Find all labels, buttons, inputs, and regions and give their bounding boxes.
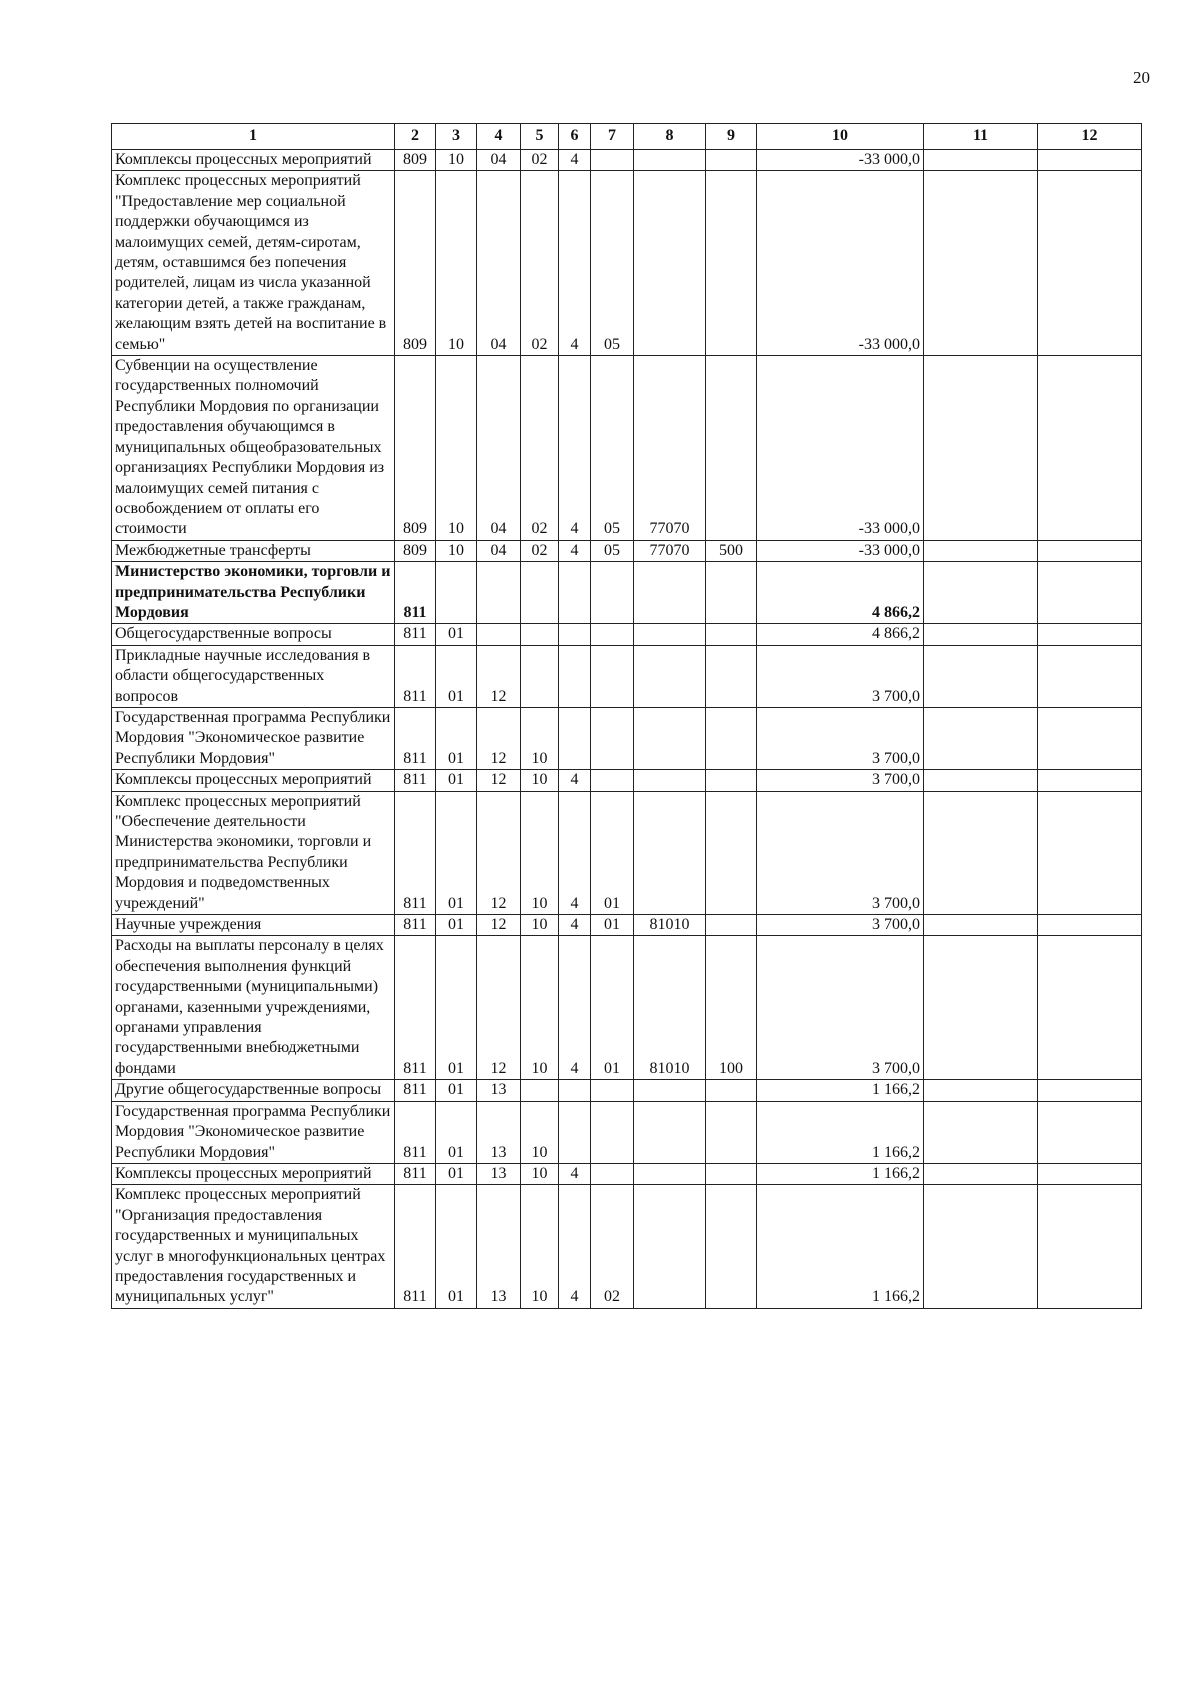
subprogram-cell: 4 <box>559 171 591 356</box>
activity-cell: 02 <box>591 1185 634 1308</box>
admin-code-cell: 811 <box>395 645 436 707</box>
budget-table <box>111 123 1142 1309</box>
expense-type-cell <box>706 770 757 791</box>
empty-cell <box>924 624 1038 645</box>
empty-cell <box>924 645 1038 707</box>
subsection-cell <box>477 562 521 624</box>
item-name-cell: Комплекс процессных мероприятий "Организация предоставления государственных и муниципальных услуг в многофункциональных центрах предоставления государственных и муниципальных услуг" <box>112 1185 395 1308</box>
item-name-cell: Министерство экономики, торговли и предпринимательства Республики Мордовия <box>112 562 395 624</box>
empty-cell <box>924 562 1038 624</box>
column-header: 3 <box>436 124 477 150</box>
expense-type-cell <box>706 791 757 914</box>
subsection-cell: 04 <box>477 540 521 561</box>
admin-code-cell: 811 <box>395 791 436 914</box>
column-header: 5 <box>521 124 559 150</box>
expense-code-cell: 77070 <box>634 356 706 541</box>
column-header: 12 <box>1038 124 1142 150</box>
table-row <box>112 624 1142 645</box>
subsection-cell: 12 <box>477 707 521 769</box>
activity-cell: 01 <box>591 791 634 914</box>
item-name-cell: Комплексы процессных мероприятий <box>112 770 395 791</box>
empty-cell <box>924 1163 1038 1184</box>
table-row <box>112 1101 1142 1163</box>
item-name-cell: Государственная программа Республики Мордовия "Экономическое развитие Республики Мордовия" <box>112 707 395 769</box>
subsection-cell: 04 <box>477 150 521 171</box>
section-cell: 10 <box>436 356 477 541</box>
activity-cell <box>591 624 634 645</box>
subsection-cell: 04 <box>477 171 521 356</box>
subprogram-cell <box>559 1101 591 1163</box>
empty-cell <box>1038 1080 1142 1101</box>
empty-cell <box>1038 150 1142 171</box>
item-name-cell: Комплекс процессных мероприятий "Предоставление мер социальной поддержки обучающимся из малоимущих семей, детям-сиротам, детям, оставшимся без попечения родителей, лицам из числа указанной категории детей, а также гражданам, желающим взять детей на воспитание в семью" <box>112 171 395 356</box>
empty-cell <box>924 915 1038 936</box>
program-cell: 10 <box>521 1163 559 1184</box>
section-cell: 01 <box>436 1101 477 1163</box>
admin-code-cell: 811 <box>395 1101 436 1163</box>
program-cell: 10 <box>521 707 559 769</box>
table-row <box>112 645 1142 707</box>
empty-cell <box>924 791 1038 914</box>
admin-code-cell: 811 <box>395 624 436 645</box>
empty-cell <box>924 356 1038 541</box>
activity-cell <box>591 1101 634 1163</box>
subprogram-cell: 4 <box>559 791 591 914</box>
activity-cell: 01 <box>591 915 634 936</box>
program-cell: 02 <box>521 150 559 171</box>
activity-cell: 05 <box>591 356 634 541</box>
activity-cell: 05 <box>591 171 634 356</box>
expense-type-cell <box>706 171 757 356</box>
program-cell: 10 <box>521 936 559 1080</box>
expense-type-cell <box>706 624 757 645</box>
subsection-cell: 12 <box>477 936 521 1080</box>
empty-cell <box>1038 1101 1142 1163</box>
section-cell: 01 <box>436 645 477 707</box>
activity-cell <box>591 770 634 791</box>
expense-code-cell <box>634 171 706 356</box>
activity-cell: 01 <box>591 936 634 1080</box>
activity-cell <box>591 1163 634 1184</box>
expense-code-cell <box>634 1163 706 1184</box>
amount-cell: 3 700,0 <box>757 915 924 936</box>
table-row <box>112 936 1142 1080</box>
expense-type-cell <box>706 1185 757 1308</box>
column-header: 4 <box>477 124 521 150</box>
subprogram-cell: 4 <box>559 1163 591 1184</box>
admin-code-cell: 809 <box>395 540 436 561</box>
expense-code-cell <box>634 150 706 171</box>
empty-cell <box>1038 936 1142 1080</box>
amount-cell: -33 000,0 <box>757 356 924 541</box>
table-row <box>112 770 1142 791</box>
subsection-cell: 13 <box>477 1185 521 1308</box>
item-name-cell: Общегосударственные вопросы <box>112 624 395 645</box>
subsection-cell: 12 <box>477 791 521 914</box>
subprogram-cell: 4 <box>559 770 591 791</box>
amount-cell: 1 166,2 <box>757 1101 924 1163</box>
table-row <box>112 1080 1142 1101</box>
program-cell: 10 <box>521 770 559 791</box>
subsection-cell: 12 <box>477 770 521 791</box>
subsection-cell <box>477 624 521 645</box>
section-cell: 10 <box>436 150 477 171</box>
program-cell: 02 <box>521 171 559 356</box>
column-header: 11 <box>924 124 1038 150</box>
admin-code-cell: 811 <box>395 707 436 769</box>
column-header: 7 <box>591 124 634 150</box>
admin-code-cell: 811 <box>395 1163 436 1184</box>
expense-type-cell: 500 <box>706 540 757 561</box>
subsection-cell: 13 <box>477 1080 521 1101</box>
table-row <box>112 562 1142 624</box>
table-row <box>112 540 1142 561</box>
empty-cell <box>1038 540 1142 561</box>
amount-cell: 3 700,0 <box>757 645 924 707</box>
empty-cell <box>924 1185 1038 1308</box>
program-cell: 10 <box>521 791 559 914</box>
table-row <box>112 1185 1142 1308</box>
page-number: 20 <box>1133 68 1150 87</box>
program-cell: 10 <box>521 1185 559 1308</box>
table-row <box>112 356 1142 541</box>
expense-type-cell <box>706 645 757 707</box>
expense-type-cell <box>706 1163 757 1184</box>
program-cell: 10 <box>521 1101 559 1163</box>
program-cell: 10 <box>521 915 559 936</box>
section-cell: 01 <box>436 791 477 914</box>
activity-cell <box>591 645 634 707</box>
empty-cell <box>924 1101 1038 1163</box>
empty-cell <box>1038 171 1142 356</box>
admin-code-cell: 811 <box>395 915 436 936</box>
admin-code-cell: 809 <box>395 356 436 541</box>
item-name-cell: Комплексы процессных мероприятий <box>112 150 395 171</box>
section-cell: 10 <box>436 171 477 356</box>
section-cell: 01 <box>436 915 477 936</box>
amount-cell: 1 166,2 <box>757 1080 924 1101</box>
table-row <box>112 150 1142 171</box>
program-cell <box>521 562 559 624</box>
empty-cell <box>1038 645 1142 707</box>
admin-code-cell: 811 <box>395 562 436 624</box>
empty-cell <box>924 540 1038 561</box>
admin-code-cell: 811 <box>395 1185 436 1308</box>
item-name-cell: Комплексы процессных мероприятий <box>112 1163 395 1184</box>
amount-cell: 3 700,0 <box>757 707 924 769</box>
expense-type-cell <box>706 1080 757 1101</box>
table-row <box>112 171 1142 356</box>
section-cell <box>436 562 477 624</box>
item-name-cell: Прикладные научные исследования в области общегосударственных вопросов <box>112 645 395 707</box>
amount-cell: 3 700,0 <box>757 770 924 791</box>
amount-cell: 3 700,0 <box>757 791 924 914</box>
expense-code-cell <box>634 562 706 624</box>
table-row <box>112 791 1142 914</box>
amount-cell: 3 700,0 <box>757 936 924 1080</box>
section-cell: 01 <box>436 624 477 645</box>
table-row <box>112 707 1142 769</box>
item-name-cell: Другие общегосударственные вопросы <box>112 1080 395 1101</box>
item-name-cell: Расходы на выплаты персоналу в целях обеспечения выполнения функций государственными (муниципальными) органами, казенными учреждениями, органами управления государственными внебюджетными фондами <box>112 936 395 1080</box>
activity-cell <box>591 707 634 769</box>
column-header: 8 <box>634 124 706 150</box>
amount-cell: -33 000,0 <box>757 150 924 171</box>
subprogram-cell <box>559 624 591 645</box>
column-header: 6 <box>559 124 591 150</box>
expense-code-cell <box>634 1080 706 1101</box>
empty-cell <box>1038 770 1142 791</box>
empty-cell <box>924 707 1038 769</box>
section-cell: 01 <box>436 770 477 791</box>
amount-cell: -33 000,0 <box>757 171 924 356</box>
empty-cell <box>1038 791 1142 914</box>
activity-cell <box>591 150 634 171</box>
admin-code-cell: 811 <box>395 770 436 791</box>
amount-cell: 4 866,2 <box>757 562 924 624</box>
expense-code-cell: 81010 <box>634 915 706 936</box>
column-header: 1 <box>112 124 395 150</box>
empty-cell <box>924 936 1038 1080</box>
column-header: 2 <box>395 124 436 150</box>
subprogram-cell: 4 <box>559 1185 591 1308</box>
empty-cell <box>924 1080 1038 1101</box>
expense-code-cell <box>634 1185 706 1308</box>
expense-type-cell: 100 <box>706 936 757 1080</box>
subprogram-cell <box>559 645 591 707</box>
empty-cell <box>1038 356 1142 541</box>
section-cell: 10 <box>436 540 477 561</box>
empty-cell <box>924 171 1038 356</box>
expense-code-cell <box>634 770 706 791</box>
expense-type-cell <box>706 562 757 624</box>
expense-type-cell <box>706 915 757 936</box>
expense-code-cell <box>634 645 706 707</box>
subprogram-cell <box>559 562 591 624</box>
empty-cell <box>1038 915 1142 936</box>
empty-cell <box>1038 707 1142 769</box>
item-name-cell: Субвенции на осуществление государственных полномочий Республики Мордовия по организации предоставления обучающимся в муниципальных общеобразовательных организациях Республики Мордовия из малоимущих семей питания с освобождением от оплаты его стоимости <box>112 356 395 541</box>
subsection-cell: 04 <box>477 356 521 541</box>
expense-code-cell <box>634 791 706 914</box>
subsection-cell: 12 <box>477 645 521 707</box>
empty-cell <box>1038 624 1142 645</box>
expense-type-cell <box>706 1101 757 1163</box>
section-cell: 01 <box>436 936 477 1080</box>
expense-type-cell <box>706 356 757 541</box>
activity-cell <box>591 562 634 624</box>
subprogram-cell <box>559 707 591 769</box>
program-cell: 02 <box>521 540 559 561</box>
program-cell <box>521 1080 559 1101</box>
activity-cell: 05 <box>591 540 634 561</box>
amount-cell: 1 166,2 <box>757 1185 924 1308</box>
admin-code-cell: 809 <box>395 150 436 171</box>
section-cell: 01 <box>436 1185 477 1308</box>
amount-cell: -33 000,0 <box>757 540 924 561</box>
subprogram-cell: 4 <box>559 150 591 171</box>
admin-code-cell: 811 <box>395 936 436 1080</box>
subprogram-cell: 4 <box>559 936 591 1080</box>
table-row <box>112 915 1142 936</box>
item-name-cell: Государственная программа Республики Мордовия "Экономическое развитие Республики Мордовия" <box>112 1101 395 1163</box>
amount-cell: 1 166,2 <box>757 1163 924 1184</box>
admin-code-cell: 811 <box>395 1080 436 1101</box>
expense-code-cell <box>634 624 706 645</box>
empty-cell <box>924 770 1038 791</box>
item-name-cell: Научные учреждения <box>112 915 395 936</box>
program-cell <box>521 645 559 707</box>
item-name-cell: Межбюджетные трансферты <box>112 540 395 561</box>
expense-type-cell <box>706 707 757 769</box>
empty-cell <box>1038 1163 1142 1184</box>
subprogram-cell <box>559 1080 591 1101</box>
subprogram-cell: 4 <box>559 540 591 561</box>
empty-cell <box>924 150 1038 171</box>
column-header: 9 <box>706 124 757 150</box>
item-name-cell: Комплекс процессных мероприятий "Обеспечение деятельности Министерства экономики, торговли и предпринимательства Республики Мордовия и подведомственных учреждений" <box>112 791 395 914</box>
subsection-cell: 13 <box>477 1101 521 1163</box>
subprogram-cell: 4 <box>559 915 591 936</box>
expense-code-cell: 81010 <box>634 936 706 1080</box>
subsection-cell: 12 <box>477 915 521 936</box>
table-row <box>112 1163 1142 1184</box>
subprogram-cell: 4 <box>559 356 591 541</box>
subsection-cell: 13 <box>477 1163 521 1184</box>
empty-cell <box>1038 562 1142 624</box>
admin-code-cell: 809 <box>395 171 436 356</box>
column-header: 10 <box>757 124 924 150</box>
table-header-row <box>112 124 1142 150</box>
activity-cell <box>591 1080 634 1101</box>
expense-code-cell: 77070 <box>634 540 706 561</box>
amount-cell: 4 866,2 <box>757 624 924 645</box>
program-cell: 02 <box>521 356 559 541</box>
expense-code-cell <box>634 707 706 769</box>
section-cell: 01 <box>436 1163 477 1184</box>
program-cell <box>521 624 559 645</box>
empty-cell <box>1038 1185 1142 1308</box>
section-cell: 01 <box>436 1080 477 1101</box>
expense-type-cell <box>706 150 757 171</box>
section-cell: 01 <box>436 707 477 769</box>
expense-code-cell <box>634 1101 706 1163</box>
